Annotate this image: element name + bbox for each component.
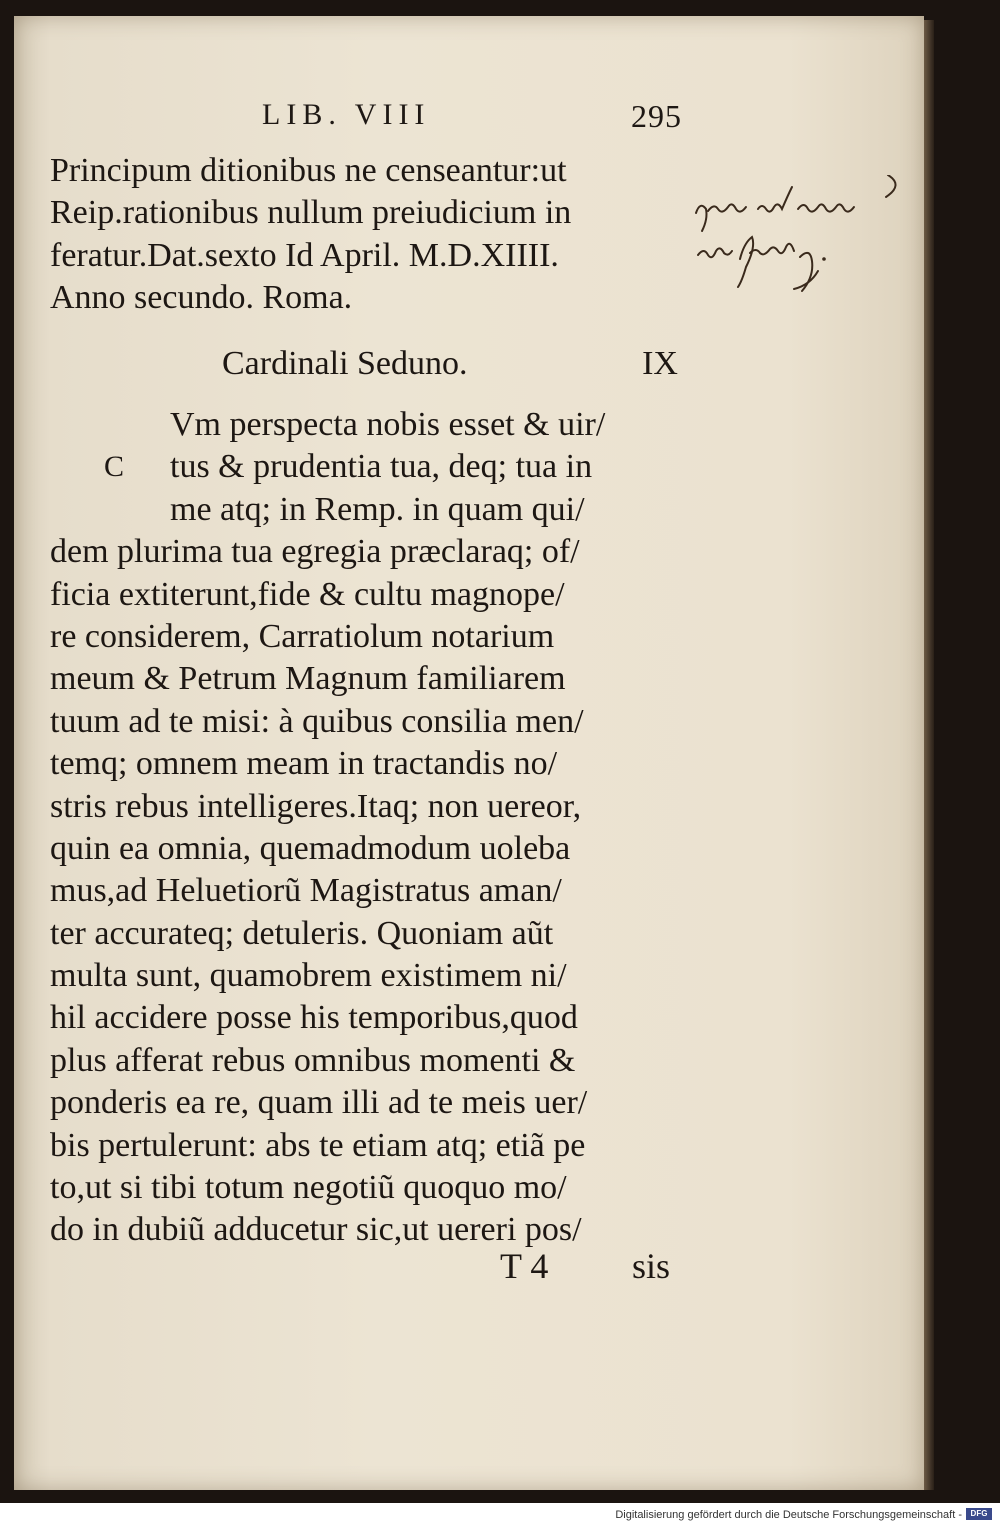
signature-mark: T 4 xyxy=(500,1246,549,1286)
text-line: me atq; in Remp. in quam qui/ xyxy=(170,490,585,528)
letter-heading xyxy=(222,345,678,383)
letter-addressee: Cardinali Seduno. xyxy=(222,345,468,382)
initial-letter: C xyxy=(104,450,125,483)
text-line: do in dubiũ adducetur sic,ut uereri pos/ xyxy=(50,1211,582,1249)
text-line: meum & Petrum Magnum familiarem xyxy=(50,660,566,698)
text-line: bis pertulerunt: abs te etiam atq; etiã pe xyxy=(50,1126,586,1164)
text-line: tuum ad te misi: à quibus consilia men/ xyxy=(50,702,584,740)
text-line: ter accurateq; detuleris. Quoniam aũt xyxy=(50,914,554,952)
signature-line xyxy=(500,1245,670,1287)
handwritten-marginalia xyxy=(688,175,918,305)
text-line: re considerem, Carratiolum notarium xyxy=(50,617,555,655)
text-line: ficia extiterunt,fide & cultu magnope/ xyxy=(50,575,565,613)
text-line: tus & prudentia tua, deq; tua in xyxy=(170,448,593,486)
text-line: temq; omnem meam in tractandis no/ xyxy=(50,745,558,783)
text-line: feratur.Dat.sexto Id April. M.D.XIIII. xyxy=(50,236,559,274)
text-line: hil accidere posse his temporibus,quod xyxy=(50,999,578,1037)
text-line: quin ea omnia, quemadmodum uoleba xyxy=(50,829,571,867)
folio-number: 295 xyxy=(631,98,682,134)
text-line: plus afferat rebus omnibus momenti & xyxy=(50,1041,576,1079)
funding-credit: Digitalisierung gefördert durch die Deutsche Forschungsgemeinschaft - xyxy=(615,1509,962,1521)
text-line: multa sunt, quamobrem existimem ni/ xyxy=(50,957,567,995)
catchword: sis xyxy=(631,1246,670,1286)
text-line: Reip.rationibus nullum preiudicium in xyxy=(50,194,572,232)
running-head: LIB. VIII xyxy=(262,98,431,131)
text-line: Vm perspecta nobis esset & uir/ xyxy=(170,406,606,443)
running-header xyxy=(262,98,682,138)
digitization-footer xyxy=(0,1503,1000,1524)
marginalia-ink xyxy=(688,175,918,305)
text-line: dem plurima tua egregia præclaraq; of/ xyxy=(50,533,580,571)
letter-body xyxy=(50,404,670,1252)
text-line: stris rebus intelligeres.Itaq; non uereor, xyxy=(50,787,582,825)
letter-number: IX xyxy=(642,345,678,382)
text-line: Anno secundo. Roma. xyxy=(50,278,353,316)
closing-of-previous-letter xyxy=(50,150,690,319)
text-line: Principum ditionibus ne censeantur:ut xyxy=(50,152,567,189)
text-line: ponderis ea re, quam illi ad te meis uer/ xyxy=(50,1084,588,1122)
text-line: mus,ad Heluetiorũ Magistratus aman/ xyxy=(50,872,562,910)
text-line: to,ut si tibi totum negotiũ quoquo mo/ xyxy=(50,1169,567,1207)
dfg-logo: DFG xyxy=(966,1508,992,1520)
page-edge xyxy=(924,20,934,1490)
